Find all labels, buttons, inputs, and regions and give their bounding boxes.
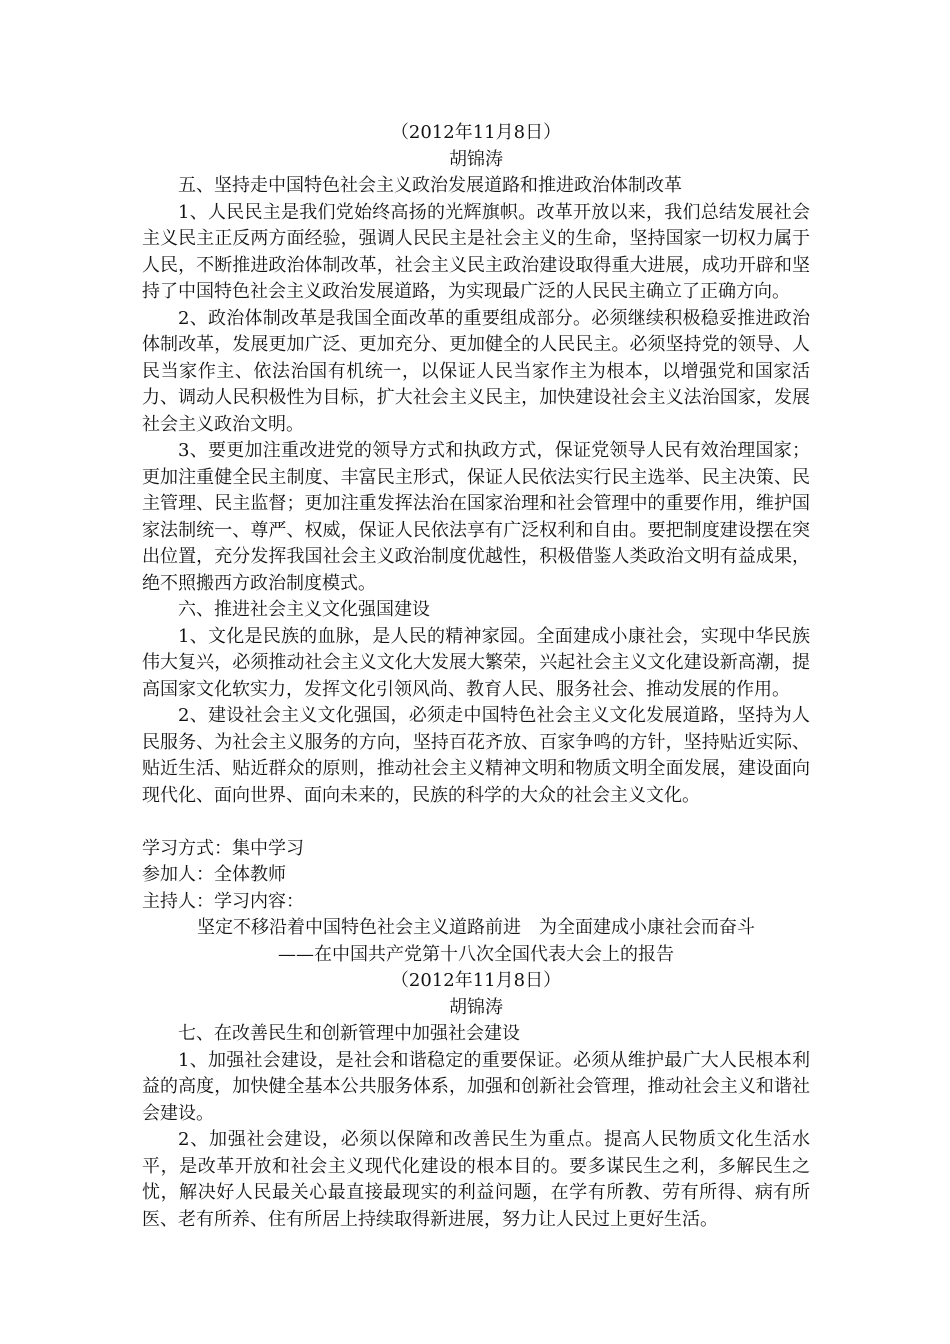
study-mode-line: 学习方式：集中学习 [142,837,304,859]
paragraph: 2、建设社会主义文化强国，必须走中国特色社会主义文化发展道路，坚持为人民服务、为社会主义服务的方向，坚持百花齐放、百家争鸣的方针，坚持贴近实际、贴近生活、贴近群众的原则，推动社会主义精神文明和物质文明全面发展，建设面向现代化、面向世界、面向未来的，民族的科学的大众的社会主义文化。 [142,705,810,806]
report-author: 胡锦涛 [449,996,503,1018]
paragraph: 3、要更加注重改进党的领导方式和执政方式，保证党领导人民有效治理国家；更加注重健全民主制度、丰富民主形式，保证人民依法实行民主选举、民主决策、民主管理、民主监督；更加注重发挥法治在国家治理和社会管理中的重要作用，维护国家法制统一、尊严、权威，保证人民依法享有广泛权利和自由。要把制度建设摆在突出位置，充分发挥我国社会主义政治制度优越性，积极借鉴人类政治文明有益成果，绝不照搬西方政治制度模式。 [142,440,810,594]
section-heading-7: 七、在改善民生和创新管理中加强社会建设 [178,1023,520,1044]
paragraph: 2、政治体制改革是我国全面改革的重要组成部分。必须继续积极稳妥推进政治体制改革，发展更加广泛、更加充分、更加健全的人民民主。必须坚持党的领导、人民当家作主、依法治国有机统一，以保证人民当家作主为根本，以增强党和国家活力、调动人民积极性为目标，扩大社会主义民主，加快建设社会主义法治国家，发展社会主义政治文明。 [142,307,810,435]
participants-line: 参加人：全体教师 [142,864,286,885]
paragraph: 1、人民民主是我们党始终高扬的光辉旗帜。改革开放以来，我们总结发展社会主义民主正反两方面经验，强调人民民主是社会主义的生命，坚持国家一切权力属于人民，不断推进政治体制改革，社会主义民主政治建设取得重大进展，成功开辟和坚持了中国特色社会主义政治发展道路，为实现最广泛的人民民主确立了正确方向。 [142,201,810,302]
section-heading-5: 五、坚持走中国特色社会主义政治发展道路和推进政治体制改革 [178,175,682,196]
report-title: 坚定不移沿着中国特色社会主义道路前进 为全面建成小康社会而奋斗 [197,917,755,938]
blank-line [142,809,810,836]
section-heading-6: 六、推进社会主义文化强国建设 [178,599,430,620]
paragraph: 1、加强社会建设，是社会和谐稳定的重要保证。必须从维护最广大人民根本利益的高度，加快健全基本公共服务体系，加强和创新社会管理，推动社会主义和谐社会建设。 [142,1049,810,1124]
document-body [142,120,810,1233]
report-date: （2012年11月8日） [390,122,562,143]
report-date: （2012年11月8日） [390,970,562,991]
paragraph: 1、文化是民族的血脉，是人民的精神家园。全面建成小康社会，实现中华民族伟大复兴，必须推动社会主义文化大发展大繁荣，兴起社会主义文化建设新高潮，提高国家文化软实力，发挥文化引领风尚、教育人民、服务社会、推动发展的作用。 [142,625,810,700]
host-line: 主持人：学习内容： [142,890,304,912]
paragraph: 2、加强社会建设，必须以保障和改善民生为重点。提高人民物质文化生活水平，是改革开放和社会主义现代化建设的根本目的。要多谋民生之利，多解民生之忧，解决好人民最关心最直接最现实的利益问题，在学有所教、劳有所得、病有所医、老有所养、住有所居上持续取得新进展，努力让人民过上更好生活。 [142,1129,810,1230]
report-author: 胡锦涛 [449,148,503,170]
report-subtitle: ——在中国共产党第十八次全国代表大会上的报告 [278,943,674,965]
